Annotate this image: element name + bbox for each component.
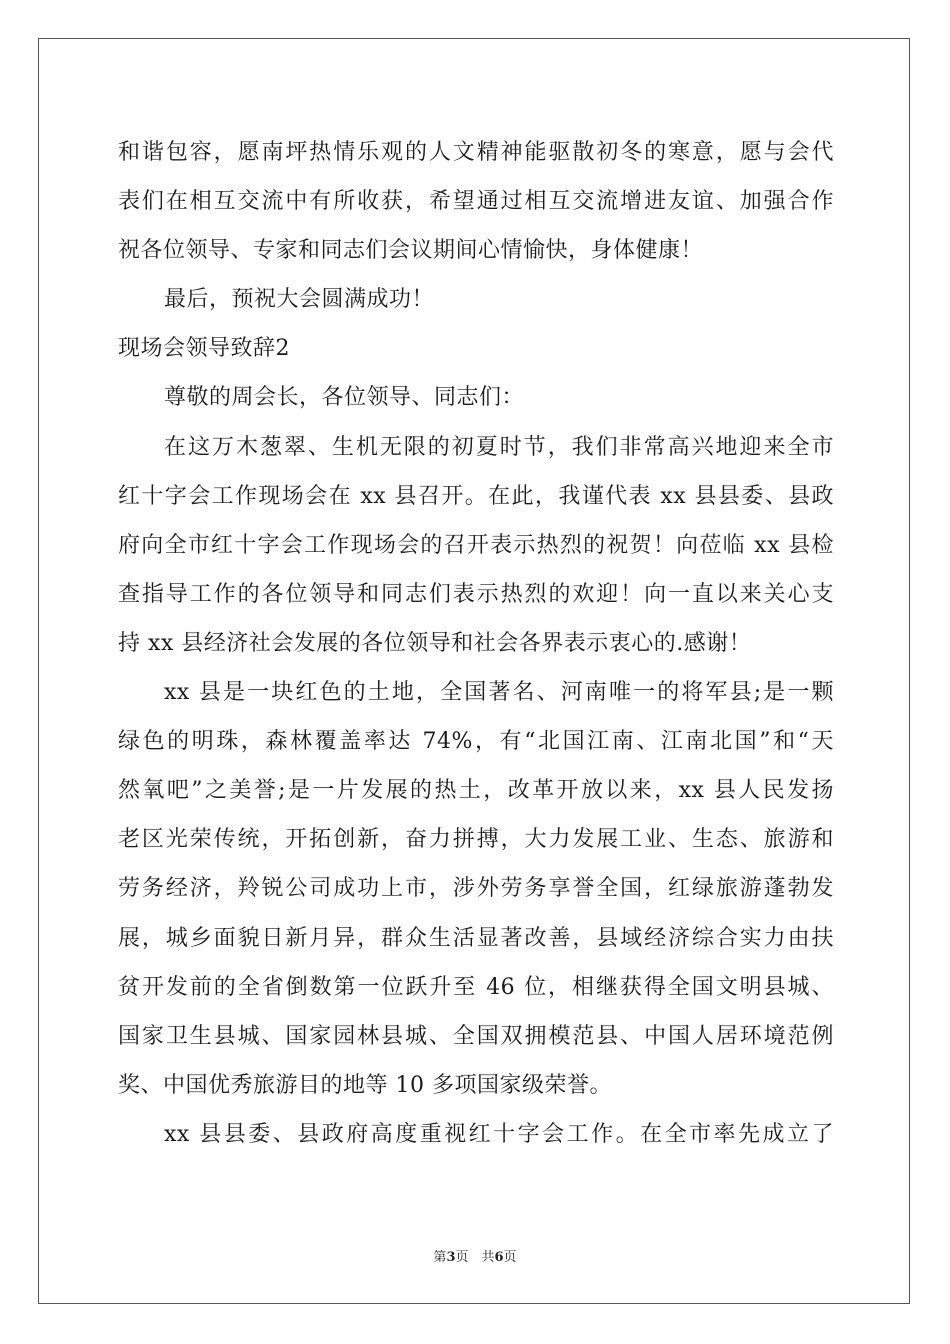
- text-line: 红十字会工作现场会在 xx 县召开。在此，我谨代表 xx 县县委、县政: [118, 483, 834, 509]
- text-line: 展，城乡面貌日新月异，群众生活显著改善，县域经济综合实力由扶: [118, 925, 834, 951]
- footer-mid: 页 共: [455, 1250, 495, 1265]
- text-line: 表们在相互交流中有所收获，希望通过相互交流增进友谊、加强合作: [118, 189, 834, 215]
- current-page-number: 3: [446, 1250, 456, 1265]
- section-heading: 现场会领导致辞2: [118, 336, 290, 362]
- footer-prefix: 第: [433, 1250, 447, 1265]
- text-line: 祝各位领导、专家和同志们会议期间心情愉快，身体健康！: [118, 238, 704, 264]
- total-pages-number: 6: [494, 1250, 504, 1265]
- text-line: 劳务经济，羚锐公司成功上市，涉外劳务享誉全国，红绿旅游蓬勃发: [118, 876, 834, 902]
- text-line: xx 县是一块红色的土地，全国著名、河南唯一的将军县;是一颗: [164, 680, 834, 706]
- salutation-line: 尊敬的周会长，各位领导、同志们：: [164, 385, 525, 411]
- text-line: xx 县县委、县政府高度重视红十字会工作。在全市率先成立了: [164, 1121, 834, 1147]
- text-line: 贫开发前的全省倒数第一位跃升至 46 位，相继获得全国文明县城、: [118, 974, 834, 1000]
- text-line: 老区光荣传统，开拓创新，奋力拼搏，大力发展工业、生态、旅游和: [118, 827, 834, 853]
- text-line: 国家卫生县城、国家园林县城、全国双拥模范县、中国人居环境范例: [118, 1023, 834, 1049]
- text-line: 然氧吧”之美誉;是一片发展的热土，改革开放以来，xx 县人民发扬: [118, 778, 834, 804]
- text-line: 查指导工作的各位领导和同志们表示热烈的欢迎！向一直以来关心支: [118, 581, 834, 607]
- text-line: 绿色的明珠，森林覆盖率达 74%，有“北国江南、江南北国”和“天: [118, 729, 834, 755]
- document-body: [118, 128, 834, 1159]
- page-footer: [0, 1246, 950, 1265]
- text-line: 奖、中国优秀旅游目的地等 10 多项国家级荣誉。: [118, 1072, 612, 1098]
- text-line: 最后，预祝大会圆满成功！: [164, 287, 435, 313]
- footer-suffix: 页: [503, 1250, 517, 1265]
- text-line: 府向全市红十字会工作现场会的召开表示热烈的祝贺！向莅临 xx 县检: [118, 532, 834, 558]
- text-line: 在这万木葱翠、生机无限的初夏时节，我们非常高兴地迎来全市: [164, 434, 834, 460]
- text-line: 和谐包容，愿南坪热情乐观的人文精神能驱散初冬的寒意，愿与会代: [118, 140, 834, 165]
- text-line: 持 xx 县经济社会发展的各位领导和社会各界表示衷心的.感谢！: [118, 630, 752, 656]
